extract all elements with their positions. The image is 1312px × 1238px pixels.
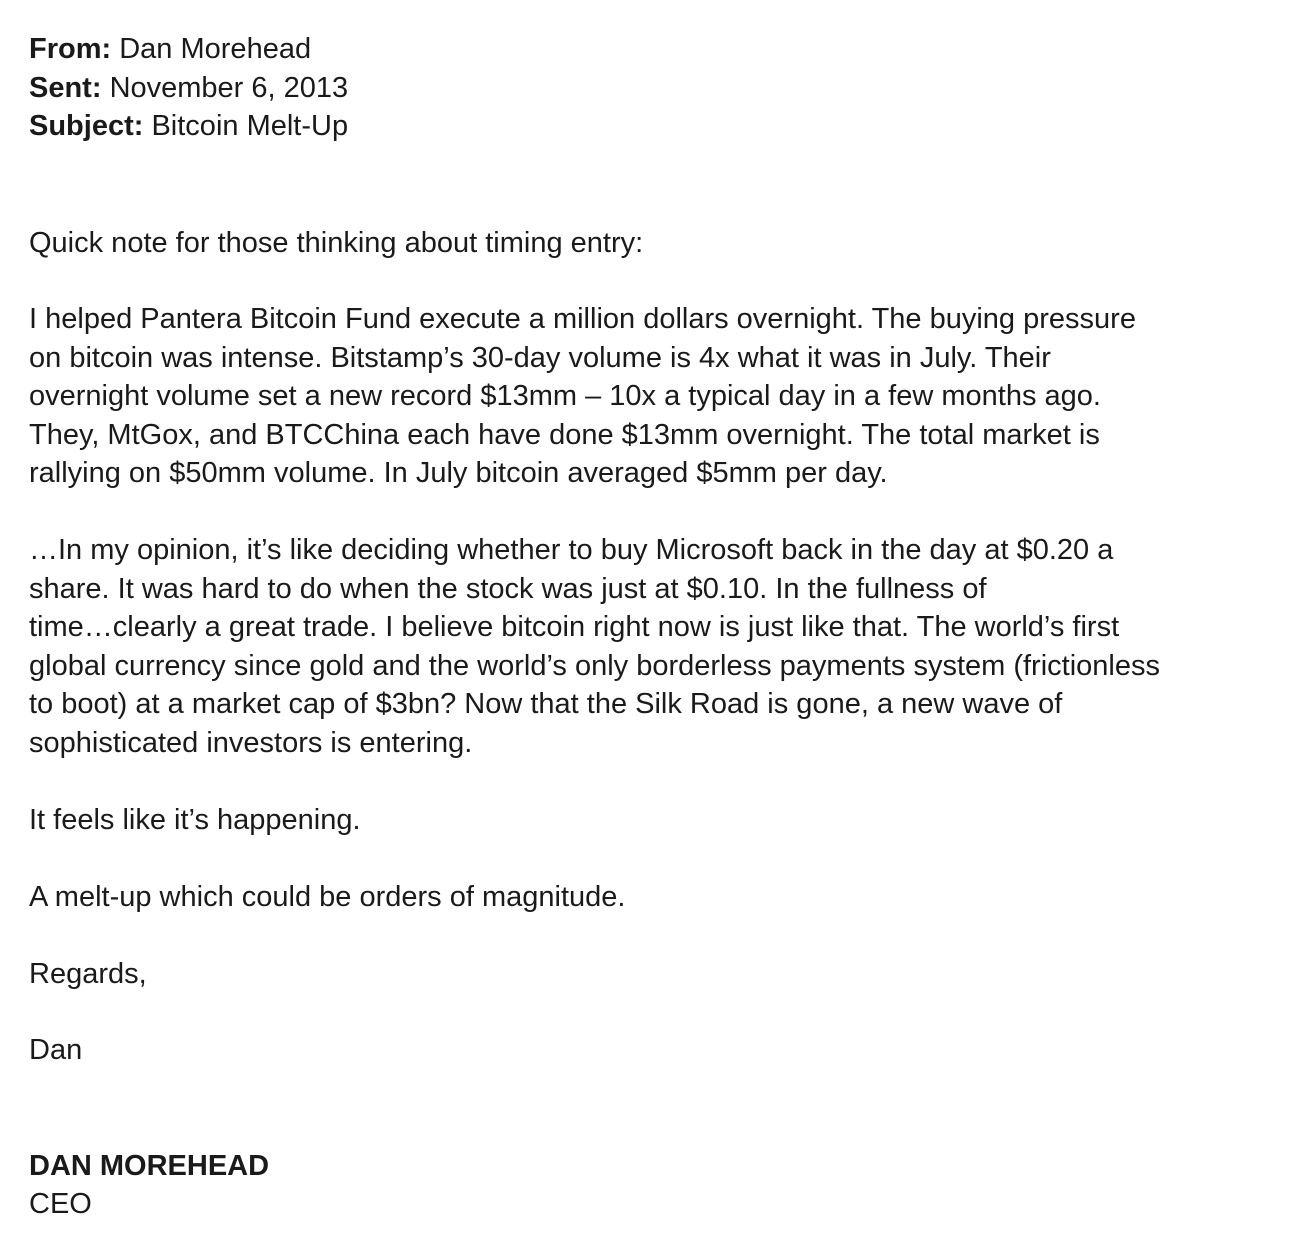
opinion-paragraph (29, 531, 1160, 762)
paragraph-line: A melt-up which could be orders of magnitude. (29, 881, 626, 913)
signoff-line (29, 1031, 82, 1070)
signature-name: DAN MOREHEAD (29, 1150, 270, 1182)
paragraph-line: on bitcoin was intense. Bitstamp’s 30-day volume is 4x what it was in July. Their (29, 341, 1051, 374)
paragraph-line: to boot) at a market cap of $3bn? Now that the Silk Road is gone, a new wave of (29, 688, 1063, 720)
closing-text: Regards, (29, 958, 147, 990)
paragraph-line: sophisticated investors is entering. (29, 726, 473, 759)
from-line (29, 30, 1299, 69)
from-label: From: (29, 33, 112, 65)
paragraph-line: rallying on $50mm volume. In July bitcoin averaged $5mm per day. (29, 457, 888, 489)
subject-value: Bitcoin Melt-Up (151, 110, 349, 142)
paragraph-line: global currency since gold and the world’s only borderless payments system (frictionless (29, 649, 1160, 682)
paragraph-line: time…clearly a great trade. I believe bitcoin right now is just like that. The world’s first (29, 611, 1120, 643)
paragraph-line: share. It was hard to do when the stock was just at $0.10. In the fullness of (29, 572, 987, 605)
email-document (29, 30, 1299, 1220)
paragraph-line: They, MtGox, and BTCChina each have done $13mm overnight. The total market is (29, 418, 1100, 451)
sent-value: November 6, 2013 (109, 71, 349, 104)
signoff-text: Dan (29, 1034, 83, 1066)
subject-label: Subject: (29, 110, 144, 142)
subject-line (29, 107, 1299, 146)
sent-line (29, 69, 1299, 108)
paragraph-line: It feels like it’s happening. (29, 804, 361, 836)
paragraph-line: overnight volume set a new record $13mm – 10x a typical day in a few months ago. (29, 380, 1101, 412)
signature-title: CEO (29, 1188, 92, 1220)
sent-label: Sent: (29, 71, 102, 104)
volume-paragraph (29, 300, 1136, 493)
paragraph-line: …In my opinion, it’s like deciding whether to buy Microsoft back in the day at $0.20 a (29, 534, 1114, 566)
happening-paragraph (29, 801, 361, 840)
paragraph-line: I helped Pantera Bitcoin Fund execute a million dollars overnight. The buying pressure (29, 303, 1136, 335)
from-value: Dan Morehead (119, 33, 312, 65)
closing-line (29, 955, 147, 994)
greeting-paragraph (29, 224, 643, 263)
melt-up-paragraph (29, 878, 625, 917)
greeting-text: Quick note for those thinking about timing entry: (29, 227, 644, 259)
